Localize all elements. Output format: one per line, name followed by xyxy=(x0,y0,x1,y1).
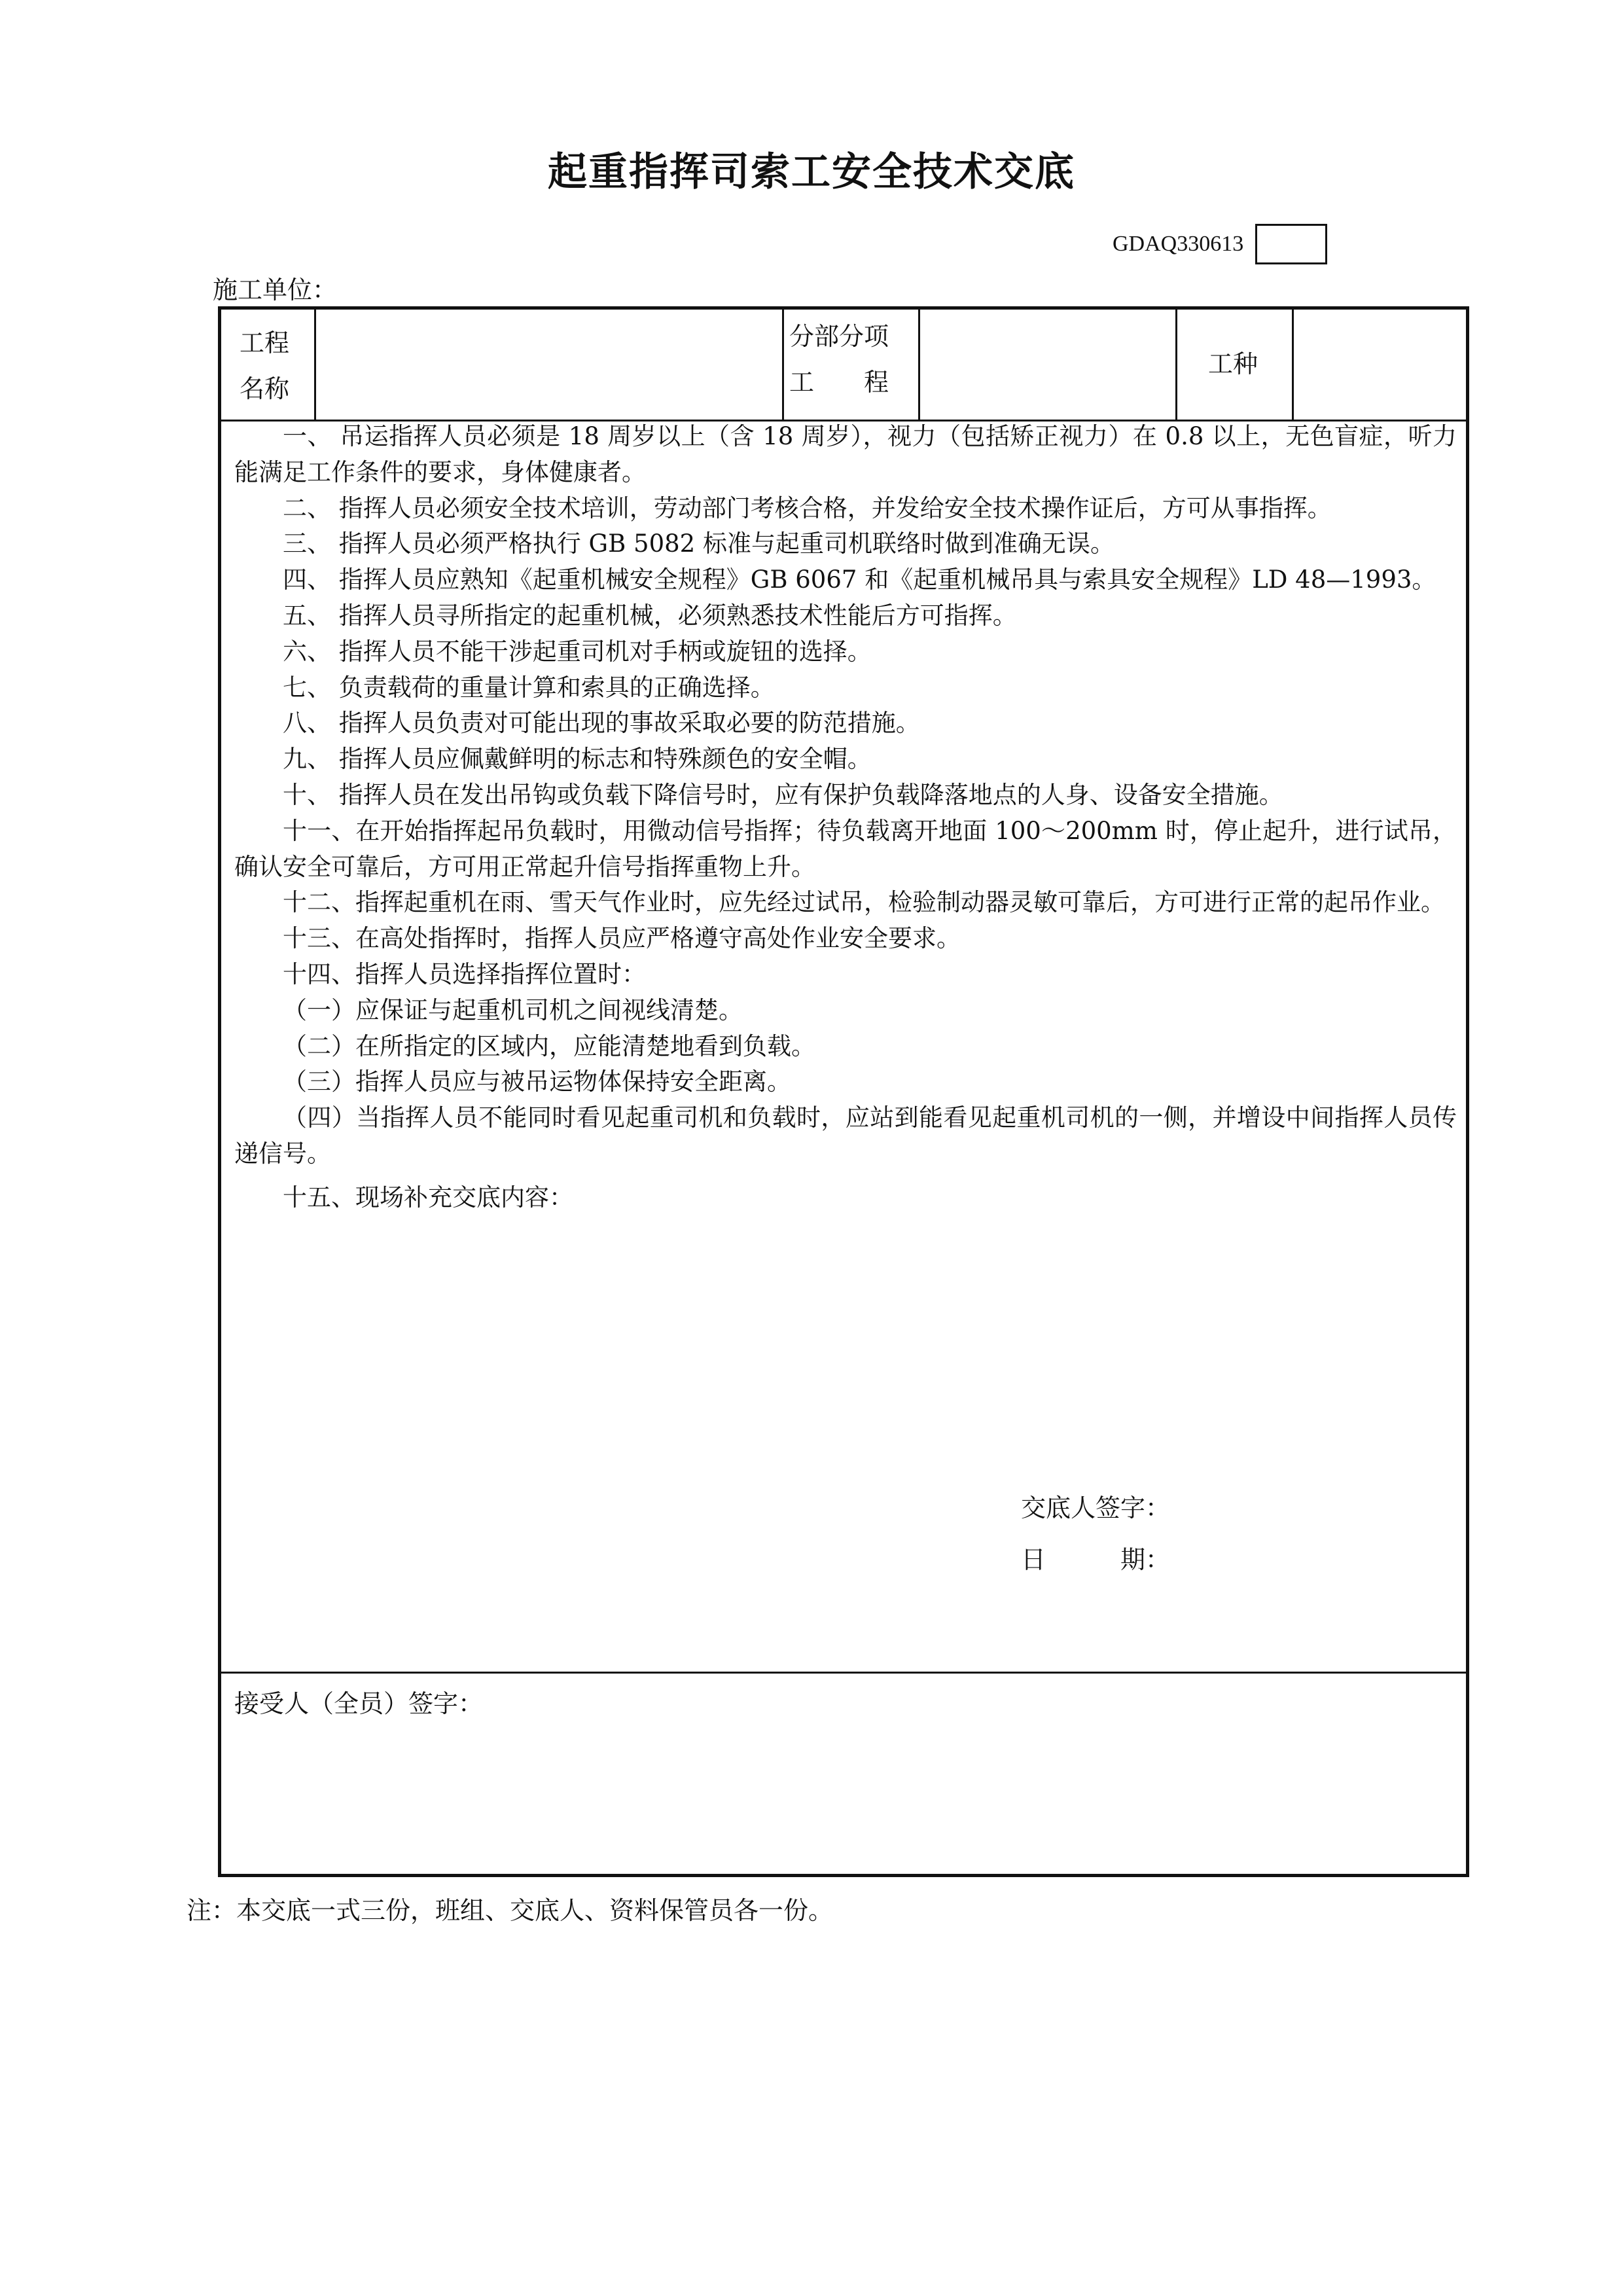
sub-project-value[interactable] xyxy=(922,312,1172,417)
trade-value[interactable] xyxy=(1296,312,1463,417)
form-code-area xyxy=(1113,223,1327,266)
content-paragraph: （四）当指挥人员不能同时看见起重司机和负载时，应站到能看见起重机司机的一侧，并增设中间指挥人员传递信号。 xyxy=(234,1103,1457,1168)
sub-project-label-line1: 分部分项 xyxy=(789,322,889,351)
form-code-box[interactable] xyxy=(1255,224,1327,264)
content-paragraph: 七、 负责载荷的重量计算和索具的正确选择。 xyxy=(283,673,775,702)
content-paragraph: （二）在所指定的区域内，应能清楚地看到负载。 xyxy=(283,1031,815,1060)
document-title: 起重指挥司索工安全技术交底 xyxy=(548,149,1075,195)
content-paragraph: （一）应保证与起重机司机之间视线清楚。 xyxy=(283,996,743,1024)
content-paragraph: 六、 指挥人员不能干涉起重司机对手柄或旋钮的选择。 xyxy=(283,637,872,666)
briefer-date-label: 日 期： xyxy=(1021,1545,1171,1574)
header-col-divider-4 xyxy=(1175,310,1177,420)
construction-unit-label: 施工单位： xyxy=(213,276,338,304)
content-paragraph: 八、 指挥人员负责对可能出现的事故采取必要的防范措施。 xyxy=(283,709,920,738)
receiver-signature-label: 接受人（全员）签字： xyxy=(234,1689,484,1718)
disclosure-content xyxy=(234,419,1457,1216)
project-name-label xyxy=(240,320,289,412)
content-paragraph: （三）指挥人员应与被吊运物体保持安全距离。 xyxy=(283,1067,791,1096)
project-name-label-line1: 工程 xyxy=(240,329,290,357)
content-paragraph: 十二、指挥起重机在雨、雪天气作业时，应先经过试吊，检验制动器灵敏可靠后，方可进行正常的起吊作业。 xyxy=(283,888,1445,917)
sub-project-label-line2: 工 程 xyxy=(789,368,889,397)
sub-project-label xyxy=(789,314,889,405)
project-name-value[interactable] xyxy=(318,312,779,417)
content-paragraph: 十一、在开始指挥起吊负载时，用微动信号指挥；待负载离开地面 100～200mm 时，停止起升，进行试吊，确认安全可靠后，方可用正常起升信号指挥重物上升。 xyxy=(234,816,1457,881)
briefer-signature-label: 交底人签字： xyxy=(1021,1494,1171,1522)
content-paragraph: 九、 指挥人员应佩戴鲜明的标志和特殊颜色的安全帽。 xyxy=(283,745,872,774)
content-paragraph: 四、 指挥人员应熟知《起重机械安全规程》GB 6067 和《起重机械吊具与索具安全规程》LD 48—1993。 xyxy=(283,565,1436,594)
trade-label: 工种 xyxy=(1208,350,1258,378)
content-paragraph: 三、 指挥人员必须严格执行 GB 5082 标准与起重司机联络时做到准确无误。 xyxy=(283,529,1115,558)
header-col-divider-5 xyxy=(1292,310,1294,420)
content-paragraph: 十五、现场补充交底内容： xyxy=(283,1183,573,1211)
form-code: GDAQ330613 xyxy=(1113,232,1244,256)
project-name-label-line2: 名称 xyxy=(240,374,290,403)
content-paragraph: 五、 指挥人员寻所指定的起重机械，必须熟悉技术性能后方可指挥。 xyxy=(283,601,1017,630)
footnote: 注：本交底一式三份，班组、交底人、资料保管员各一份。 xyxy=(187,1896,834,1925)
receiver-section-divider xyxy=(221,1672,1466,1674)
header-col-divider-1 xyxy=(314,310,316,420)
content-paragraph: 十四、指挥人员选择指挥位置时： xyxy=(283,960,646,988)
content-paragraph: 十三、在高处指挥时，指挥人员应严格遵守高处作业安全要求。 xyxy=(283,924,961,953)
header-col-divider-2 xyxy=(782,310,784,420)
content-paragraph: 一、 吊运指挥人员必须是 18 周岁以上（含 18 周岁），视力（包括矫正视力）在 0.8 以上，无色盲症，听力能满足工作条件的要求，身体健康者。 xyxy=(234,422,1457,486)
content-paragraph: 十、 指挥人员在发出吊钩或负载下降信号时，应有保护负载降落地点的人身、设备安全措施。 xyxy=(283,780,1283,809)
header-col-divider-3 xyxy=(918,310,920,420)
content-paragraph: 二、 指挥人员必须安全技术培训，劳动部门考核合格，并发给安全技术操作证后，方可从事指挥。 xyxy=(283,493,1332,522)
